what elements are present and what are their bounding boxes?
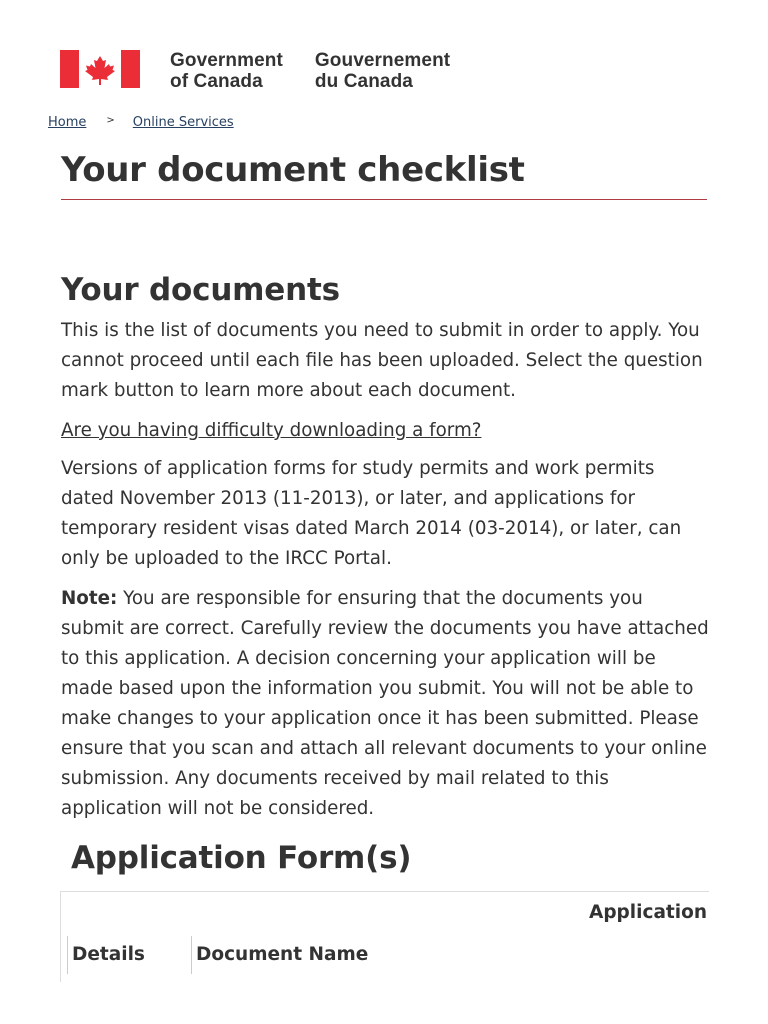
wordmark-fr-line1: Gouvernement [314, 50, 451, 71]
difficulty-paragraph [61, 416, 709, 446]
wordmark-french [315, 50, 450, 92]
difficulty-downloading-link[interactable]: Are you having difficulty downloading a form? [61, 420, 482, 441]
wordmark-fr-line2: du Canada [314, 71, 413, 92]
page-title: Your document checklist [61, 150, 525, 190]
breadcrumb [48, 115, 234, 130]
canada-flag-icon [60, 50, 140, 88]
column-header-details-label: Details [72, 944, 145, 965]
documents-heading: Your documents [61, 272, 340, 308]
breadcrumb-separator: > [106, 115, 115, 126]
wordmark-en-line1: Government [170, 50, 283, 71]
wordmark [170, 50, 450, 92]
versions-paragraph: Versions of application forms for study permits and work permits dated November 2013 (11-2013), or later, and applications for temporary resident visas dated March 2014 (03-2014), or later, can only be uploaded to the IRCC Portal. [61, 458, 682, 569]
note-text: You are responsible for ensuring that the documents you submit are correct. Carefully review the documents you have attached to this application. A decision concerning your application will be made based upon the information you submit. You will not be able to make changes to your application once it has been submitted. Please ensure that you scan and attach all relevant documents to your online submission. Any documents received by mail related to this application will not be considered. [61, 588, 709, 819]
title-divider [61, 199, 707, 200]
wordmark-english [170, 50, 283, 92]
note-label: Note: [61, 588, 118, 609]
column-header-details [67, 936, 145, 974]
government-signature[interactable] [60, 50, 450, 92]
breadcrumb-online-services-link[interactable]: Online Services [132, 115, 234, 130]
documents-section [61, 268, 709, 824]
application-forms-heading: Application Form(s) [71, 840, 412, 876]
note-paragraph [61, 584, 709, 824]
documents-intro: This is the list of documents you need to submit in order to apply. You cannot proceed until each file has been uploaded. Select the question mark button to learn more about each document. [61, 320, 703, 401]
table-caption: Application [589, 902, 708, 923]
column-header-document-name: Document Name [191, 936, 368, 974]
breadcrumb-home-link[interactable]: Home [48, 115, 87, 130]
application-forms-table [60, 891, 709, 982]
wordmark-en-line2: of Canada [170, 71, 263, 92]
